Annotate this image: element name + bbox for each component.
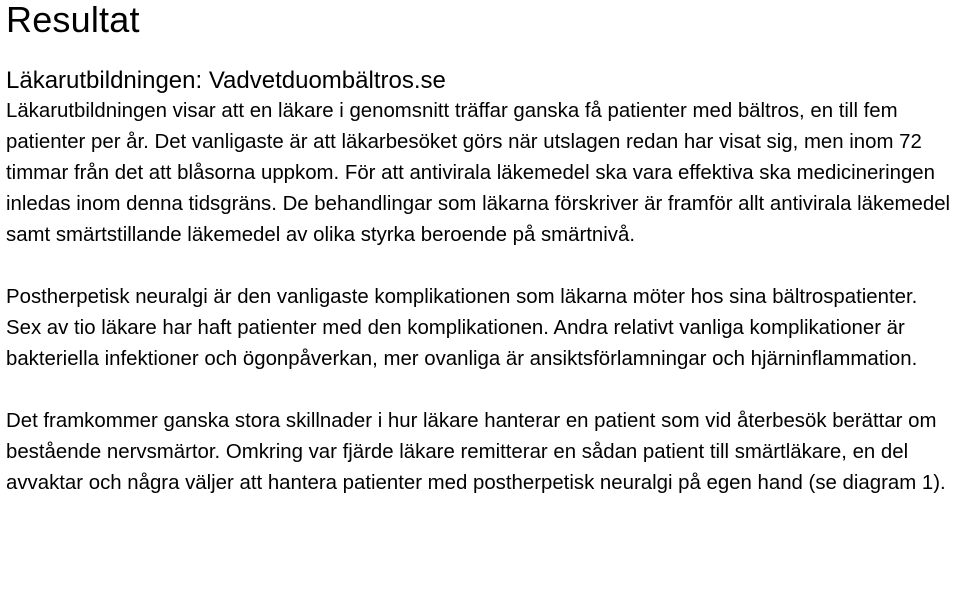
paragraph-2: Postherpetisk neuralgi är den vanligaste komplikationen som läkarna möter hos sina bältrospatienter. Sex av tio läkare har haft patienter med den komplikationen. Andra relativt vanliga komplikationer är bakteriella infektioner och ögonpåverkan, mer ovanliga är ansiktsförlamningar och hjärninflammation. [6,286,918,370]
page-title: Resultat [6,0,140,40]
paragraph-3: Det framkommer ganska stora skillnader i hur läkare hanterar en patient som vid återbesök berättar om bestående nervsmärtor. Omkring var fjärde läkare remitterar en sådan patient till smärtläkare, en del avvaktar och några väljer att hantera patienter med postherpetisk neuralgi på egen hand (se diagram 1). [6,410,946,494]
section-subtitle: Läkarutbildningen: Vadvetduombältros.se [6,67,446,94]
paragraph-1: Läkarutbildningen visar att en läkare i genomsnitt träffar ganska få patienter med bältros, en till fem patienter per år. Det vanligaste är att läkarbesöket görs när utslagen redan har visat sig, men inom 72 timmar från det att blåsorna uppkom. För att antivirala läkemedel ska vara effektiva ska medicineringen inledas inom denna tidsgräns. De behandlingar som läkarna förskriver är framför allt antivirala läkemedel samt smärtstillande läkemedel av olika styrka beroende på smärtnivå. [6,100,951,246]
